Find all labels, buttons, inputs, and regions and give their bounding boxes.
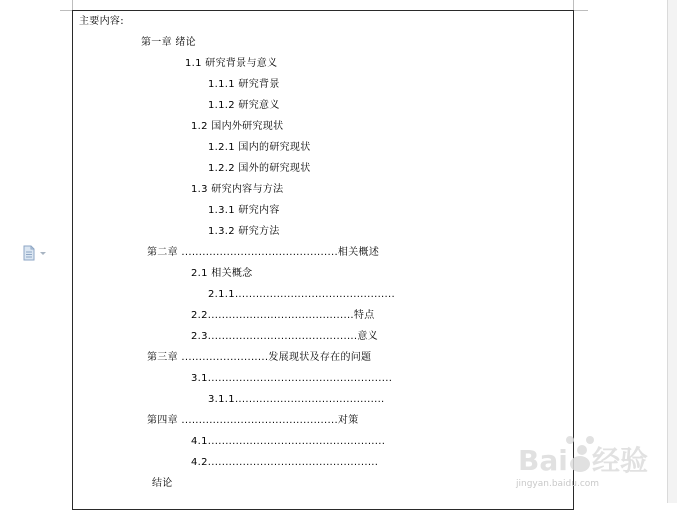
- toc-section: 2.3...........................................意义: [191, 331, 378, 342]
- page-corner-mark: [60, 10, 72, 11]
- page-corner-mark: [573, 0, 574, 10]
- toc-section: 2.2..........................................特点: [191, 310, 375, 321]
- toc-conclusion: 结论: [152, 478, 173, 489]
- clipboard-paste-icon[interactable]: [22, 245, 48, 261]
- toc-section: 2.1 相关概念: [191, 268, 253, 279]
- toc-section: 3.1.....................................................: [191, 373, 393, 384]
- toc-subsection: 1.3.2 研究方法: [208, 226, 280, 237]
- toc-subsection: 2.1.1..............................................: [208, 289, 395, 300]
- toc-subsection: 1.2.2 国外的研究现状: [208, 163, 311, 174]
- baidu-jingyan-watermark: [510, 428, 670, 500]
- toc-subsection: 1.2.1 国内的研究现状: [208, 142, 311, 153]
- chevron-down-icon: [40, 252, 46, 255]
- toc-section: 1.2 国内外研究现状: [191, 121, 284, 132]
- toc-section: 1.3 研究内容与方法: [191, 184, 284, 195]
- content-heading: 主要内容:: [79, 16, 124, 27]
- watermark-url: jingyan.baidu.com: [516, 479, 600, 489]
- toc-subsection: 1.1.1 研究背景: [208, 79, 280, 90]
- toc-chapter-1: 第一章 绪论: [141, 37, 196, 48]
- toc-section: 1.1 研究背景与意义: [185, 58, 278, 69]
- toc-subsection: 1.1.2 研究意义: [208, 100, 280, 111]
- svg-text:Bai: Bai: [518, 444, 568, 477]
- toc-subsection: 3.1.1...........................................: [208, 394, 385, 405]
- toc-chapter-2: 第二章 .............................................相关概述: [147, 247, 380, 258]
- toc-subsection: 1.3.1 研究内容: [208, 205, 280, 216]
- toc-section: 4.1...................................................: [191, 436, 386, 447]
- toc-section: 4.2.................................................: [191, 457, 379, 468]
- page-corner-mark: [574, 10, 588, 11]
- toc-chapter-3: 第三章 .........................发展现状及存在的问题: [147, 352, 372, 363]
- document-page[interactable]: [72, 10, 574, 510]
- svg-text:经验: 经验: [592, 444, 649, 477]
- page-corner-mark: [72, 0, 73, 10]
- toc-chapter-4: 第四章 .............................................对策: [147, 415, 359, 426]
